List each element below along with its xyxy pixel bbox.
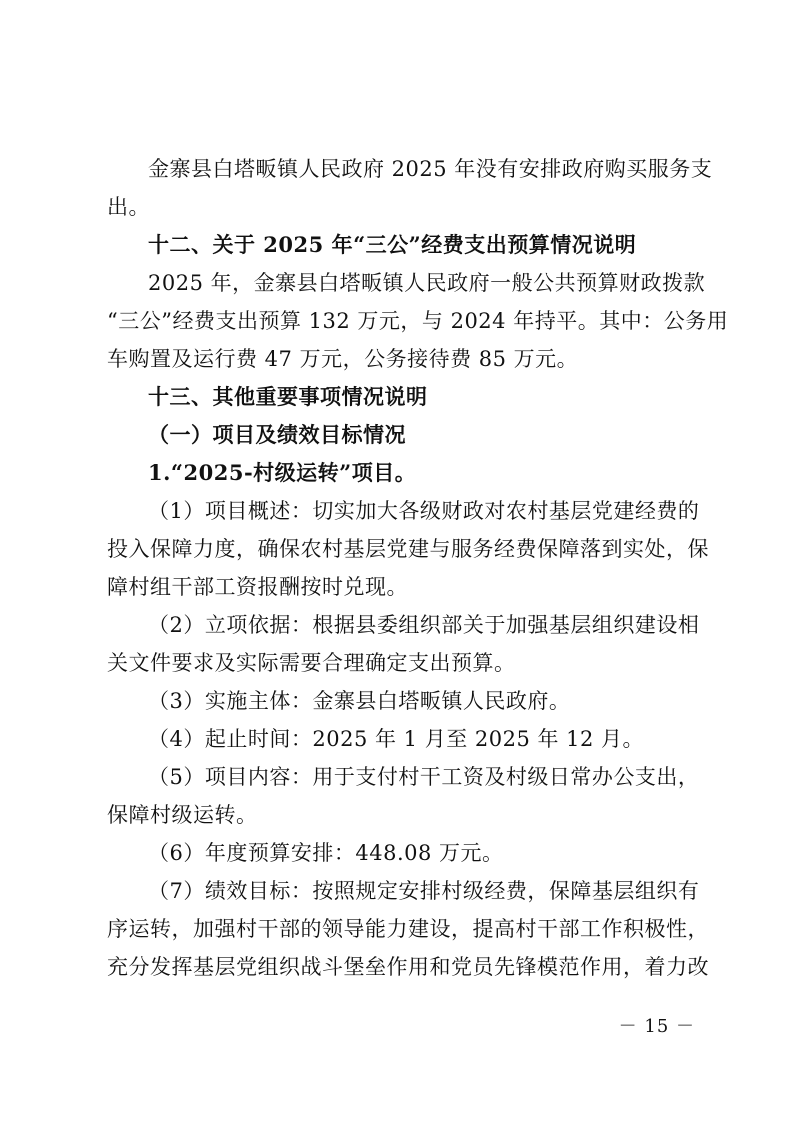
item-5-line-1: （5）项目内容：用于支付村干工资及村级日常办公支出， [148,765,700,789]
paragraph-line-5: 车购置及运行费 47 万元，公务接待费 85 万元。 [107,347,579,371]
item-7-line-3: 充分发挥基层党组织战斗堡垒作用和党员先锋模范作用，着力改 [107,955,709,979]
section-heading-12: 十二、关于 2025 年“三公”经费支出预算情况说明 [148,232,637,257]
project-heading: 1.“2025-村级运转”项目。 [148,460,417,485]
item-5-line-2: 保障村级运转。 [107,803,258,827]
item-4-line: （4）起止时间：2025 年 1 月至 2025 年 12 月。 [148,727,645,751]
item-7-line-2: 序运转，加强村干部的领导能力建设，提高村干部工作积极性， [107,917,709,941]
item-1-line-3: 障村组干部工资报酬按时兑现。 [107,575,408,599]
item-2-line-2: 关文件要求及实际需要合理确定支出预算。 [107,651,516,675]
subsection-heading-1: （一）项目及绩效目标情况 [148,422,406,447]
item-3-line: （3）实施主体：金寨县白塔畈镇人民政府。 [148,689,571,713]
item-7-line-1: （7）绩效目标：按照规定安排村级经费，保障基层组织有 [148,879,700,903]
item-1-line-2: 投入保障力度，确保农村基层党建与服务经费保障落到实处，保 [107,537,709,561]
paragraph-line-1: 金寨县白塔畈镇人民政府 2025 年没有安排政府购买服务支 [148,157,713,181]
paragraph-line-4: “三公”经费支出预算 132 万元，与 2024 年持平。其中：公务用 [107,309,729,333]
item-1-line-1: （1）项目概述：切实加大各级财政对农村基层党建经费的 [148,499,700,523]
section-heading-13: 十三、其他重要事项情况说明 [148,384,428,409]
paragraph-line-2: 出。 [107,195,150,219]
page-number: － 15 － [618,1016,695,1037]
paragraph-line-3: 2025 年，金寨县白塔畈镇人民政府一般公共预算财政拨款 [148,271,706,295]
item-2-line-1: （2）立项依据：根据县委组织部关于加强基层组织建设相 [148,613,700,637]
item-6-line: （6）年度预算安排：448.08 万元。 [148,841,504,865]
